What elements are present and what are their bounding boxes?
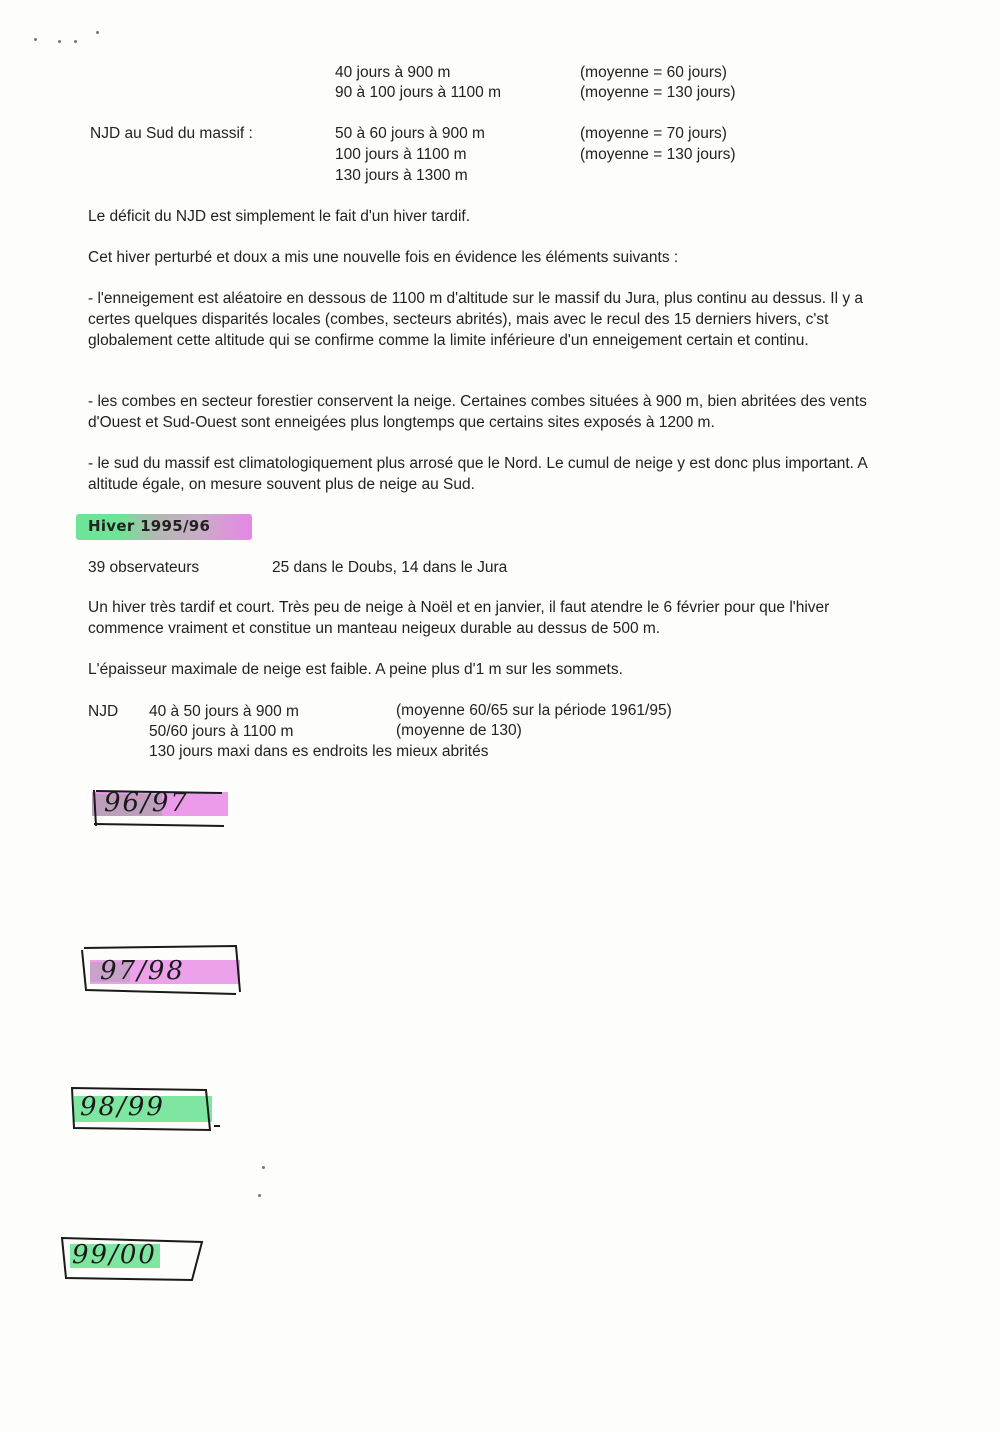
handwritten-label-99-00 [56,1232,216,1287]
scan-speck [58,40,61,43]
observers-detail: 25 dans le Doubs, 14 dans le Jura [272,559,508,576]
paragraph-intro: Cet hiver perturbé et doux a mis une nouvelle fois en évidence les éléments suivants : [88,249,679,266]
handwritten-text: 97/98 [100,956,185,986]
south-row1-average: (moyenne = 70 jours) [580,125,727,142]
handwritten-text: 98/99 [80,1092,165,1122]
paragraph-thickness: L'épaisseur maximale de neige est faible. A peine plus d'1 m sur les sommets. [88,661,623,678]
top-row2-average: (moyenne = 130 jours) [580,84,736,101]
south-row1-value: 50 à 60 jours à 900 m [335,125,485,142]
top-row2-value: 90 à 100 jours à 1100 m [335,84,502,101]
scan-speck [34,38,37,41]
paragraph-point-altitude: - l'enneigement est aléatoire en dessous de 1100 m d'altitude sur le massif du Jura, plus continu au dessus. Il y a certes quelques disparités locales (combes, secteurs abrités), mais avec le recul des 15 derniers hivers, c'st globalement cette altitude qui se confirme comme la limite inférieure d'un enneigement certain et continu. [88,290,864,349]
handwritten-label-98-99 [66,1082,226,1137]
njd-label: NJD [88,703,119,720]
njd-row1-average: (moyenne 60/65 sur la période 1961/95) [396,702,672,719]
observers-count: 39 observateurs [88,559,200,576]
njd-row3: 130 jours maxi dans es endroits les mieux abrités [149,743,489,760]
south-row2-value: 100 jours à 1100 m [335,146,467,163]
paragraph-deficit: Le déficit du NJD est simplement le fait d'un hiver tardif. [88,208,471,225]
njd-row1-value: 40 à 50 jours à 900 m [149,703,299,720]
njd-row2-average: (moyenne de 130) [396,722,522,739]
scan-speck [74,40,77,43]
south-row3-value: 130 jours à 1300 m [335,167,468,184]
paragraph-point-south: - le sud du massif est climatologiquement plus arrosé que le Nord. Le cumul de neige y est donc plus important. A altitude égale, on mesure souvent plus de neige au Sud. [88,455,867,493]
scan-speck [258,1194,261,1197]
paragraph-point-combes: - les combes en secteur forestier conservent la neige. Certaines combes situées à 900 m, bien abritées des vents d'Ouest et Sud-Ouest sont enneigées plus longtemps que certains sites exposés à 1200 m. [88,393,867,431]
handwritten-label-97-98 [78,942,253,1000]
scan-speck [96,31,99,34]
handwritten-text: 96/97 [104,788,189,818]
njd-row2-value: 50/60 jours à 1100 m [149,723,294,740]
handwritten-text: 99/00 [72,1240,157,1270]
south-label: NJD au Sud du massif : [90,125,253,142]
paragraph-summary: Un hiver très tardif et court. Très peu de neige à Noël et en janvier, il faut atendre le 6 février pour que l'hiver commence vraiment et constitue un manteau neigeux durable au dessus de 500 m. [88,599,830,637]
south-row2-average: (moyenne = 130 jours) [580,146,736,163]
top-row1-value: 40 jours à 900 m [335,64,451,81]
section-heading: Hiver 1995/96 [88,517,211,535]
handwritten-label-96-97 [86,782,236,832]
scan-speck [262,1166,265,1169]
top-row1-average: (moyenne = 60 jours) [580,64,727,81]
